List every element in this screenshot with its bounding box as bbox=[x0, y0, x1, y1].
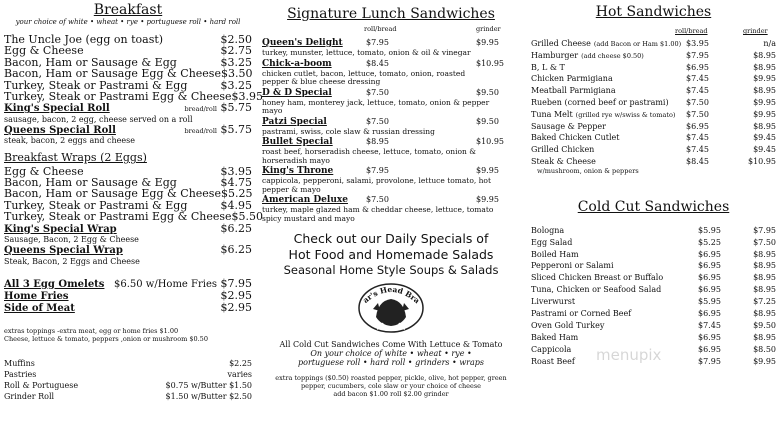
item-price: $2.75 bbox=[220, 44, 252, 58]
list-item bbox=[531, 85, 776, 97]
item-description: pastrami, swiss, cole slaw & russian dressing bbox=[262, 126, 435, 136]
specials-line-2: Hot Food and Homemade Salads bbox=[288, 247, 494, 262]
item-name-group bbox=[531, 156, 599, 168]
item-price-roll: $6.95 bbox=[698, 309, 721, 318]
list-item bbox=[531, 73, 776, 85]
item-price-roll: $8.45 bbox=[366, 58, 389, 68]
item-mid: $6.50 w/Home Fries bbox=[113, 278, 217, 290]
item-price-grinder: $8.95 bbox=[753, 50, 776, 60]
item-name: American Deluxe bbox=[262, 195, 348, 205]
item-name: Bacon, Ham or Sausage Egg & Cheese bbox=[4, 187, 221, 201]
item-price-grinder: $8.95 bbox=[753, 249, 776, 259]
item-name: Grilled Chicken bbox=[531, 145, 595, 155]
extra-toppings-1: extra toppings ($0.50) roasted pepper, pickle, olive, hot pepper, green bbox=[275, 374, 507, 382]
hot-cold-column bbox=[531, 0, 776, 367]
list-item bbox=[531, 225, 776, 237]
item-name: Home Fries bbox=[4, 290, 69, 302]
item-name-group bbox=[531, 85, 619, 97]
item-price-roll: $7.45 bbox=[686, 133, 709, 143]
item-price-roll: $7.45 bbox=[698, 320, 721, 330]
item-name: Bacon, Ham or Sausage Egg & Cheese bbox=[4, 67, 221, 81]
item-price: $3.95 bbox=[231, 90, 264, 104]
item-price-roll: $5.25 bbox=[698, 237, 721, 247]
item-name: Bacon, Ham or Sausage & Egg bbox=[4, 55, 177, 69]
item-name: Oven Gold Turkey bbox=[531, 320, 605, 330]
item-price-roll: $7.95 bbox=[686, 50, 709, 60]
item-note: bread/roll bbox=[184, 105, 217, 114]
item-description: Steak, Bacon, 2 Eggs and Cheese bbox=[4, 256, 140, 266]
list-item bbox=[531, 332, 776, 344]
extra-toppings-2: pepper, cucumbers, cole slaw or your choice of cheese bbox=[300, 382, 482, 390]
item-description: cappicola, pepperoni, salami, provolone, lettuce tomato, hot pepper & mayo bbox=[262, 176, 491, 194]
item-price-grinder: $10.95 bbox=[748, 156, 776, 166]
wraps-list bbox=[4, 164, 264, 266]
item-name: Queens Special Roll bbox=[4, 124, 116, 136]
item-price: $4.75 bbox=[220, 176, 252, 190]
item-name: Meatball Parmigiana bbox=[531, 86, 616, 96]
item-name: Tuna Melt bbox=[531, 109, 573, 119]
item-name: D & D Special bbox=[262, 87, 332, 98]
item-price-grinder: $9.45 bbox=[753, 133, 776, 143]
breakfast-subtitle: your choice of white • wheat • rye • portuguese roll • hard roll bbox=[15, 18, 241, 26]
item-price-roll: $6.95 bbox=[698, 273, 721, 283]
item-name: Muffins bbox=[4, 358, 35, 368]
list-item bbox=[531, 284, 776, 296]
list-item bbox=[531, 156, 776, 168]
item-price-grinder: $9.45 bbox=[753, 145, 776, 155]
item-price-grinder: $7.95 bbox=[753, 225, 776, 235]
item-price: $3.25 bbox=[220, 78, 252, 92]
item-name: Grilled Cheese bbox=[531, 39, 591, 48]
signature-item bbox=[262, 88, 520, 116]
item-name: The Uncle Joe (egg on toast) bbox=[4, 33, 164, 46]
item-price: varies bbox=[227, 369, 252, 379]
item-name: King's Throne bbox=[262, 166, 334, 176]
item-note: (add Bacon or Ham $1.00) bbox=[593, 40, 682, 48]
hot-col-headers bbox=[531, 27, 776, 37]
list-item bbox=[4, 358, 252, 369]
col-header-grinder: grinder bbox=[476, 25, 501, 33]
item-name: Chicken Parmigiana bbox=[531, 74, 613, 84]
item-price-grinder: $8.95 bbox=[753, 86, 776, 96]
item-name-group bbox=[531, 132, 622, 144]
extra-toppings-3: add bacon $1.00 roll $2.00 grinder bbox=[333, 390, 449, 398]
item-name: Bologna bbox=[531, 225, 565, 235]
signature-column bbox=[262, 0, 520, 398]
item-price-grinder: $8.95 bbox=[753, 121, 776, 131]
item-price: $5.75 bbox=[220, 101, 252, 115]
item-description: chicken cutlet, bacon, lettuce, tomato, onion, roasted pepper & blue cheese dressing bbox=[262, 68, 466, 86]
daily-specials bbox=[262, 231, 520, 278]
queens-special-wrap bbox=[4, 244, 252, 256]
item-description: roast beef, horseradish cheese, lettuce, tomato, onion & horseradish mayo bbox=[262, 147, 476, 165]
item-name: Pepperoni or Salami bbox=[531, 261, 614, 271]
item-name: Patzi Special bbox=[262, 116, 327, 127]
boar-head-icon bbox=[356, 279, 426, 337]
list-item bbox=[4, 210, 264, 224]
item-price: $3.50 bbox=[220, 67, 253, 81]
signature-item bbox=[262, 137, 520, 165]
item-name: Tuna, Chicken or Seafood Salad bbox=[531, 285, 662, 295]
list-item bbox=[531, 249, 776, 261]
specials-line-1: Check out our Daily Specials of bbox=[293, 231, 489, 246]
item-price-roll: $6.95 bbox=[698, 285, 721, 295]
item-name-group bbox=[531, 50, 644, 62]
item-name: Sliced Chicken Breast or Buffalo bbox=[531, 273, 664, 283]
item-price-roll: $8.95 bbox=[366, 137, 389, 146]
item-price: $2.50 bbox=[220, 33, 252, 46]
list-item bbox=[4, 290, 252, 302]
list-item bbox=[531, 109, 776, 121]
signature-item bbox=[262, 195, 520, 223]
signature-title: Signature Lunch Sandwiches bbox=[287, 6, 495, 22]
item-price-roll: $7.45 bbox=[686, 145, 709, 155]
item-name-group bbox=[531, 62, 568, 74]
item-description: Sausage, Bacon, 2 Egg & Cheese bbox=[4, 235, 139, 245]
breakfast-column bbox=[4, 0, 264, 402]
item-price-grinder: $9.50 bbox=[476, 116, 499, 126]
item-price-roll: $7.95 bbox=[366, 38, 389, 47]
item-price-roll: $7.50 bbox=[366, 87, 389, 97]
signature-list bbox=[262, 38, 520, 223]
list-item bbox=[531, 237, 776, 249]
item-price: $2.95 bbox=[220, 301, 252, 315]
signature-col-headers bbox=[262, 25, 520, 35]
breakfast-wraps-title: Breakfast Wraps (2 Eggs) bbox=[4, 151, 147, 165]
item-price-roll: $6.95 bbox=[698, 249, 721, 259]
item-name: Bullet Special bbox=[262, 137, 333, 147]
extras-toppings-line-2: Cheese, lettuce & tomato, peppers ,onion or mushroom $0.50 bbox=[4, 334, 208, 343]
item-name: King's Special Roll bbox=[4, 103, 110, 115]
specials-line-3: Seasonal Home Style Soups & Salads bbox=[283, 263, 499, 277]
item-name: Hamburger bbox=[531, 50, 579, 60]
item-name: Egg & Cheese bbox=[4, 44, 84, 58]
item-name: Grinder Roll bbox=[4, 391, 55, 401]
item-price-roll: $6.95 bbox=[698, 261, 721, 271]
item-name: All 3 Egg Omelets bbox=[4, 278, 105, 290]
col-header-roll: roll/bread bbox=[675, 27, 708, 35]
item-name: Side of Meat bbox=[4, 303, 75, 315]
cold-note-3: portuguese roll • hard roll • grinders • wraps bbox=[298, 358, 484, 367]
item-price-grinder: $8.95 bbox=[753, 62, 776, 72]
item-name: Boiled Ham bbox=[531, 249, 579, 259]
item-description: turkey, maple glazed ham & cheddar cheese, lettuce, tomato spicy mustard and mayo bbox=[262, 205, 494, 223]
item-price-grinder: $9.95 bbox=[476, 166, 499, 175]
item-name: Egg & Cheese bbox=[4, 164, 84, 178]
signature-item bbox=[262, 166, 520, 194]
item-name-group bbox=[531, 121, 609, 133]
list-item bbox=[4, 302, 252, 314]
item-price-roll: $7.50 bbox=[686, 109, 709, 119]
item-name: Chick-a-boom bbox=[262, 58, 332, 69]
item-note: (add cheese $0.50) bbox=[581, 51, 644, 60]
item-price-grinder: $9.95 bbox=[753, 356, 776, 366]
item-name: Rueben (corned beef or pastrami) bbox=[531, 97, 669, 107]
list-item bbox=[531, 50, 776, 62]
cold-title: Cold Cut Sandwiches bbox=[577, 198, 730, 215]
item-name: Roll & Portuguese bbox=[4, 380, 79, 390]
list-item bbox=[4, 380, 252, 391]
item-price-grinder: $7.50 bbox=[753, 237, 776, 247]
list-item bbox=[4, 391, 252, 402]
item-price-roll: $3.95 bbox=[686, 39, 709, 48]
item-price-grinder: $9.95 bbox=[753, 74, 776, 84]
item-price-roll: $7.45 bbox=[686, 86, 709, 96]
signature-item bbox=[262, 38, 520, 58]
item-description: sausage, bacon, 2 egg, cheese served on a roll bbox=[4, 114, 193, 124]
item-name: Turkey, Steak or Pastrami Egg & Cheese bbox=[4, 90, 232, 104]
item-name: Liverwurst bbox=[531, 297, 576, 307]
item-name: Baked Ham bbox=[531, 332, 579, 342]
item-note: bread/roll bbox=[184, 126, 217, 135]
item-name: Pastrami or Corned Beef bbox=[531, 309, 632, 318]
item-price: $5.50 bbox=[231, 210, 264, 224]
list-item bbox=[531, 38, 776, 50]
item-price-roll: $7.50 bbox=[686, 97, 709, 107]
item-price-roll: $6.95 bbox=[686, 62, 709, 72]
list-item bbox=[531, 320, 776, 332]
list-item bbox=[531, 144, 776, 156]
queens-special-roll bbox=[4, 124, 252, 136]
item-price-grinder: $8.95 bbox=[753, 309, 776, 318]
item-description: turkey, munster, lettuce, tomato, onion & oil & vinegar bbox=[262, 48, 471, 57]
item-price-grinder: $7.25 bbox=[753, 297, 776, 307]
bakery-list bbox=[4, 358, 252, 402]
list-item bbox=[531, 97, 776, 109]
item-price-grinder: $9.95 bbox=[753, 97, 776, 107]
item-price-grinder: $8.50 bbox=[753, 344, 776, 354]
item-description: steak, bacon, 2 eggs and cheese bbox=[4, 136, 135, 146]
item-price: $6.25 bbox=[220, 221, 252, 235]
item-name: Baked Chicken Cutlet bbox=[531, 133, 620, 143]
hot-title: Hot Sandwiches bbox=[595, 4, 712, 20]
item-price-grinder: $9.95 bbox=[753, 109, 776, 119]
item-price-grinder: $10.95 bbox=[476, 137, 504, 146]
item-price-grinder: $8.95 bbox=[753, 332, 776, 342]
kings-special-wrap bbox=[4, 223, 252, 235]
col-header-roll: roll/bread bbox=[364, 25, 397, 33]
list-item bbox=[531, 272, 776, 284]
item-price: $5.25 bbox=[220, 187, 253, 201]
item-name-group bbox=[531, 144, 597, 156]
item-name: B, L & T bbox=[531, 62, 565, 72]
watermark: menupix bbox=[596, 346, 662, 364]
item-price-roll: $7.95 bbox=[698, 356, 721, 366]
item-name: Egg Salad bbox=[531, 237, 573, 247]
signature-item bbox=[262, 59, 520, 87]
item-price-roll: $8.45 bbox=[686, 156, 709, 166]
item-price-roll: $7.50 bbox=[366, 195, 389, 204]
item-price-grinder: n/a bbox=[763, 39, 776, 48]
item-price-grinder: $9.95 bbox=[476, 38, 499, 47]
item-name: Cappicola bbox=[531, 344, 572, 354]
boars-head-logo bbox=[356, 279, 426, 337]
list-item bbox=[4, 278, 252, 290]
item-price-grinder: $10.95 bbox=[476, 58, 504, 68]
item-name: Bacon, Ham or Sausage & Egg bbox=[4, 176, 177, 190]
kings-special-roll bbox=[4, 102, 252, 114]
item-name: Turkey, Steak or Pastrami & Egg bbox=[4, 78, 188, 92]
list-item bbox=[531, 308, 776, 320]
item-price-grinder: $9.50 bbox=[753, 320, 776, 330]
item-mid: $0.75 w/Butter bbox=[165, 380, 227, 390]
item-note: (grilled rye w/swiss & tomato) bbox=[575, 110, 676, 119]
item-description: honey ham, monterey jack, lettuce, tomato, onion & pepper mayo bbox=[262, 97, 490, 115]
item-price: $6.25 bbox=[220, 243, 252, 257]
list-item bbox=[4, 68, 252, 79]
item-price-roll: $6.95 bbox=[686, 121, 709, 131]
item-price: $3.25 bbox=[220, 55, 252, 69]
item-price-grinder: $9.95 bbox=[476, 195, 499, 204]
col-header-grinder: grinder bbox=[743, 27, 768, 35]
item-name: Turkey, Steak or Pastrami & Egg bbox=[4, 198, 188, 212]
item-price-grinder: $8.95 bbox=[753, 285, 776, 295]
item-price: $2.95 bbox=[220, 288, 252, 302]
item-price: $5.75 bbox=[220, 122, 252, 136]
item-name: Sausage & Pepper bbox=[531, 121, 606, 131]
item-name: Turkey, Steak or Pastrami Egg & Cheese bbox=[4, 210, 232, 224]
list-item bbox=[4, 369, 252, 380]
item-mid: $1.50 w/Butter bbox=[165, 391, 227, 401]
item-name-group bbox=[531, 38, 681, 50]
item-name-group bbox=[531, 73, 616, 85]
cold-note-1: All Cold Cut Sandwiches Come With Lettuce & Tomato bbox=[279, 340, 503, 349]
list-item bbox=[531, 62, 776, 74]
item-price: $2.25 bbox=[229, 358, 252, 368]
item-name: Steak & Cheese bbox=[531, 156, 596, 166]
list-item bbox=[531, 296, 776, 308]
item-price-roll: $7.45 bbox=[686, 74, 709, 84]
item-name: Queens Special Wrap bbox=[4, 245, 123, 257]
item-price: $7.95 bbox=[220, 276, 252, 290]
steak-description: w/mushroom, onion & peppers bbox=[537, 166, 639, 175]
hot-list bbox=[531, 38, 776, 168]
item-price: $2.50 bbox=[229, 391, 252, 401]
svg-text:Boar's Head Brand: ar's Head Bra bbox=[361, 284, 422, 306]
item-price-grinder: $9.50 bbox=[476, 87, 499, 97]
item-name: Roast Beef bbox=[531, 356, 575, 366]
item-price-roll: $7.50 bbox=[366, 116, 389, 126]
cold-note-2: On your choice of white • wheat • rye • bbox=[310, 349, 472, 358]
item-price-roll: $5.95 bbox=[698, 225, 721, 235]
item-price-roll: $5.95 bbox=[698, 297, 721, 307]
breakfast-title: Breakfast bbox=[93, 2, 163, 18]
item-name: Pastries bbox=[4, 369, 37, 379]
item-price-roll: $6.95 bbox=[698, 332, 721, 342]
list-item bbox=[4, 90, 264, 104]
breakfast-list bbox=[4, 33, 264, 146]
item-price-roll: $6.95 bbox=[698, 344, 721, 354]
item-name-group bbox=[531, 97, 672, 109]
item-name: Queen's Delight bbox=[262, 38, 343, 48]
list-item bbox=[531, 121, 776, 133]
item-price: $1.50 bbox=[229, 380, 252, 390]
item-price-grinder: $8.95 bbox=[753, 273, 776, 283]
item-price: $3.95 bbox=[220, 164, 252, 178]
item-name: King's Special Wrap bbox=[4, 223, 117, 235]
item-price-grinder: $8.95 bbox=[753, 261, 776, 271]
item-price-roll: $7.95 bbox=[366, 166, 389, 175]
extras-toppings-line-1: extras toppings -extra meat, egg or home fries $1.00 bbox=[4, 326, 179, 335]
signature-item bbox=[262, 117, 520, 137]
list-item bbox=[531, 260, 776, 272]
list-item bbox=[531, 132, 776, 144]
sides-list bbox=[4, 278, 252, 315]
item-price: $4.95 bbox=[220, 198, 252, 212]
item-name-group bbox=[531, 109, 675, 121]
